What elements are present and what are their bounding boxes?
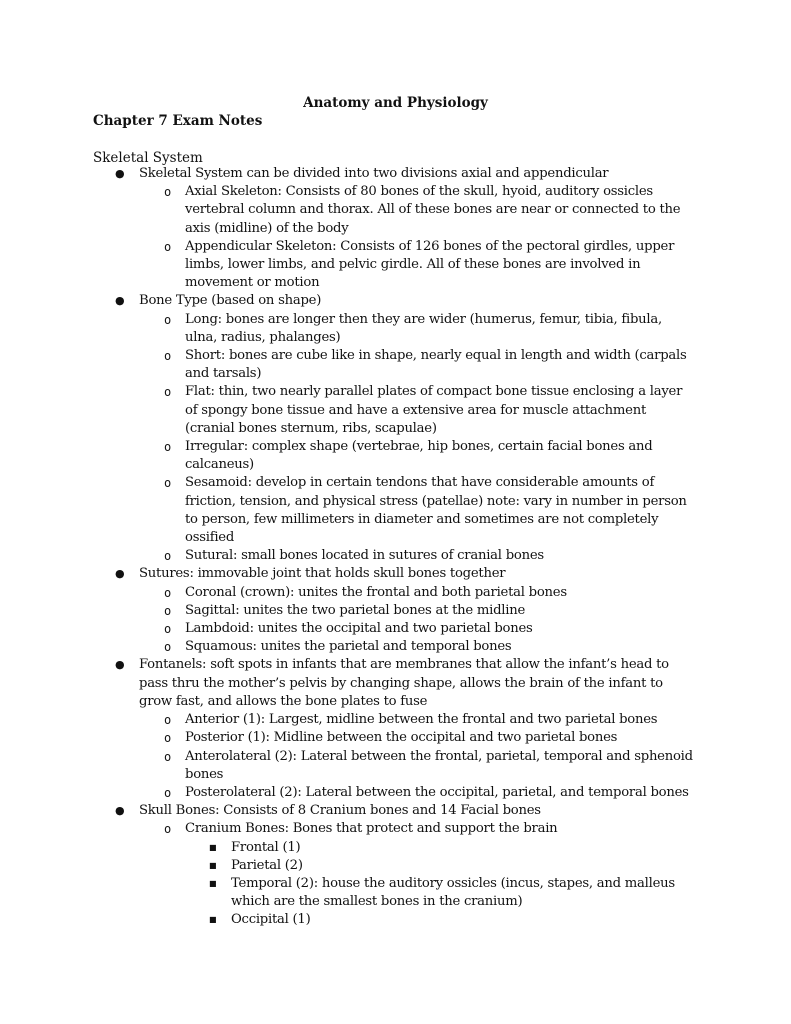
circle-bullet-icon: o (164, 349, 171, 364)
sub-list-item (139, 620, 693, 638)
sub-list-item-text: Sutural: small bones located in sutures of cranial bones (185, 548, 544, 564)
list-item-text: Skeletal System can be divided into two divisions axial and appendicular (139, 166, 609, 181)
circle-bullet-icon: o (164, 549, 171, 564)
sub-sub-list-item (209, 839, 693, 857)
sub-list-item-text: Irregular: complex shape (vertebrae, hip bones, certain facial bones and calcaneus) (185, 439, 653, 473)
sub-sub-list-item (209, 857, 693, 875)
sub-list-item-text: Coronal (crown): unites the frontal and both parietal bones (185, 584, 567, 600)
sub-list-item (139, 438, 693, 474)
sub-list-item (139, 183, 693, 238)
sub-list (164, 183, 693, 292)
square-bullet-icon: ■ (209, 915, 217, 925)
circle-bullet-icon: o (164, 239, 171, 254)
sub-sub-list-item-text: Frontal (1) (231, 839, 301, 855)
sub-list (164, 820, 693, 929)
circle-bullet-icon: o (164, 476, 171, 491)
list-item (93, 656, 693, 802)
square-bullet-icon: ■ (209, 842, 217, 852)
list-item-text: Skull Bones: Consists of 8 Cranium bones and 14 Facial bones (139, 803, 541, 819)
list-item (93, 292, 693, 565)
sub-list-item (139, 347, 693, 383)
sub-list-item (139, 584, 693, 602)
chapter-heading: Chapter 7 Exam Notes (93, 113, 263, 129)
sub-list-item-text: Flat: thin, two nearly parallel plates of compact bone tissue enclosing a layer of spongy bone tissue and have a extensive area for muscle attachment (cranial bones sternum, ribs, scapulae) (185, 384, 683, 436)
sub-list-item-text: Posterolateral (2): Lateral between the occipital, parietal, and temporal bones (185, 784, 689, 800)
list-item (93, 165, 693, 292)
sub-list-item-text: Axial Skeleton: Consists of 80 bones of the skull, hyoid, auditory ossicles vertebral column and thorax. All of these bones are near or connected to the axis (midline) of the body (185, 184, 681, 236)
sub-list-item (139, 784, 693, 802)
square-bullet-icon: ■ (209, 860, 217, 870)
sub-list-item-text: Long: bones are longer then they are wider (humerus, femur, tibia, fibula, ulna, radius, phalanges) (185, 311, 662, 345)
sub-list-item (139, 711, 693, 729)
square-bullet-icon: ■ (209, 878, 217, 888)
circle-bullet-icon: o (164, 713, 171, 728)
sub-sub-list (209, 839, 693, 930)
list-item (93, 565, 693, 656)
sub-list-item-text: Squamous: unites the parietal and temporal bones (185, 639, 512, 655)
sub-list-item-text: Short: bones are cube like in shape, nearly equal in length and width (carpals and tarsals) (185, 348, 687, 382)
notes-content (93, 165, 693, 930)
sub-list-item (139, 238, 693, 293)
sub-list-item (139, 748, 693, 784)
sub-list-item-text: Anterior (1): Largest, midline between the frontal and two parietal bones (185, 712, 658, 728)
list-item-text: Fontanels: soft spots in infants that are membranes that allow the infant’s head to pass thru the mother’s pelvis by changing shape, allows the brain of the infant to grow fast, and allows the bone plates to fuse (139, 657, 669, 709)
section-heading: Skeletal System (93, 150, 203, 166)
circle-bullet-icon: o (164, 731, 171, 746)
bullet-icon: ● (115, 167, 125, 180)
sub-list-item (139, 602, 693, 620)
circle-bullet-icon: o (164, 640, 171, 655)
circle-bullet-icon: o (164, 622, 171, 637)
bullet-icon: ● (115, 658, 125, 672)
circle-bullet-icon: o (164, 785, 171, 800)
bullet-icon: ● (115, 294, 125, 308)
circle-bullet-icon: o (164, 585, 171, 600)
list-item (93, 802, 693, 929)
list-item-text: Bone Type (based on shape) (139, 293, 322, 309)
circle-bullet-icon: o (164, 822, 171, 837)
circle-bullet-icon: o (164, 440, 171, 455)
bullet-icon: ● (115, 567, 125, 581)
sub-list (164, 311, 693, 566)
list-item-text: Sutures: immovable joint that holds skull bones together (139, 566, 506, 582)
sub-list-item-text: Sagittal: unites the two parietal bones at the midline (185, 602, 526, 618)
circle-bullet-icon: o (164, 749, 171, 764)
sub-sub-list-item (209, 875, 693, 911)
bullet-list (93, 165, 693, 930)
sub-sub-list-item-text: Temporal (2): house the auditory ossicles (incus, stapes, and malleus which are the smallest bones in the cranium) (231, 875, 675, 910)
circle-bullet-icon: o (164, 385, 171, 400)
sub-list-item (139, 474, 693, 547)
sub-list-item-text: Anterolateral (2): Lateral between the frontal, parietal, temporal and sphenoid bones (185, 748, 693, 782)
sub-list-item-text: Sesamoid: develop in certain tendons that have considerable amounts of friction, tension, and physical stress (patellae) note: vary in number in person to person, few millimeters in diameter and sometimes are not completely ossified (185, 475, 687, 546)
sub-list-item (139, 383, 693, 438)
sub-list-item (139, 547, 693, 565)
sub-list-item (139, 638, 693, 656)
sub-sub-list-item-text: Occipital (1) (231, 912, 311, 928)
sub-list-item (139, 311, 693, 347)
sub-list-item-text: Appendicular Skeleton: Consists of 126 bones of the pectoral girdles, upper limbs, lower limbs, and pelvic girdle. All of these bones are involved in movement or motion (185, 238, 675, 291)
circle-bullet-icon: o (164, 603, 171, 618)
sub-sub-list-item-text: Parietal (2) (231, 857, 303, 873)
sub-list-item (139, 729, 693, 747)
sub-list (164, 711, 693, 802)
sub-list-item-text: Lambdoid: unites the occipital and two parietal bones (185, 621, 533, 637)
bullet-icon: ● (115, 804, 125, 818)
sub-list-item-text: Posterior (1): Midline between the occipital and two parietal bones (185, 730, 618, 746)
sub-list (164, 584, 693, 657)
sub-list-item-text: Cranium Bones: Bones that protect and support the brain (185, 821, 558, 837)
circle-bullet-icon: o (164, 185, 171, 200)
document-title: Anatomy and Physiology (303, 95, 488, 111)
circle-bullet-icon: o (164, 312, 171, 327)
sub-list-item (139, 820, 693, 929)
sub-sub-list-item (209, 911, 693, 929)
